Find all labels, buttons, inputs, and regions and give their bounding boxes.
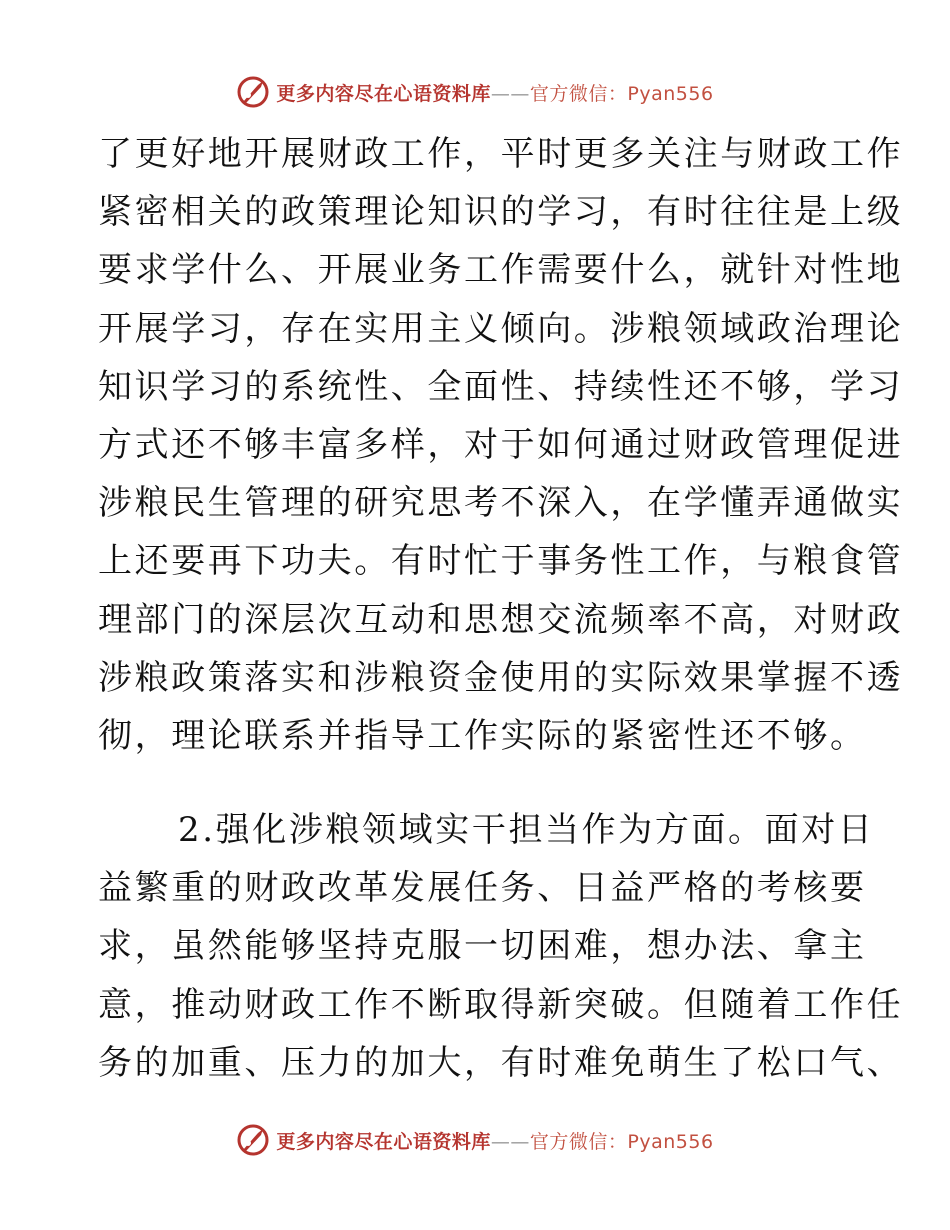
banner-wechat: 官方微信：Pyan556 bbox=[529, 82, 714, 105]
quill-logo-icon bbox=[236, 1123, 270, 1157]
header-banner bbox=[0, 72, 950, 112]
text-line: 上还要再下功夫。有时忙于事务性工作，与粮食管 bbox=[98, 541, 904, 582]
footer-banner bbox=[0, 1120, 950, 1160]
text-line: 知识学习的系统性、全面性、持续性还不够，学习 bbox=[98, 366, 904, 407]
banner-separator: —— bbox=[490, 1130, 530, 1153]
paragraph-gap bbox=[98, 765, 858, 801]
text-line: 紧密相关的政策理论知识的学习，有时往往是上级 bbox=[98, 192, 904, 233]
text-line: 2.强化涉粮领域实干担当作为方面。面对日 bbox=[178, 810, 875, 851]
text-line: 要求学什么、开展业务工作需要什么，就针对性地 bbox=[98, 250, 904, 291]
text-line: 理部门的深层次互动和思想交流频率不高，对财政 bbox=[98, 599, 904, 640]
text-line: 彻，理论联系并指导工作实际的紧密性还不够。 bbox=[98, 715, 867, 756]
text-line: 涉粮民生管理的研究思考不深入，在学懂弄通做实 bbox=[98, 483, 904, 524]
banner-separator: —— bbox=[490, 82, 530, 105]
quill-logo-icon bbox=[236, 75, 270, 109]
text-line: 务的加重、压力的加大，有时难免萌生了松口气、 bbox=[98, 1042, 904, 1083]
text-line: 求，虽然能够坚持克服一切困难，想办法、拿主 bbox=[98, 926, 867, 967]
paragraph-2 bbox=[98, 801, 904, 1092]
banner-label: 更多内容尽在心语资料库 bbox=[276, 1130, 491, 1153]
banner-text bbox=[276, 1127, 713, 1154]
banner-wechat: 官方微信：Pyan556 bbox=[529, 1130, 714, 1153]
text-line: 了更好地开展财政工作，平时更多关注与财政工作 bbox=[98, 134, 904, 174]
paragraph-1 bbox=[98, 125, 904, 765]
text-line: 开展学习，存在实用主义倾向。涉粮领域政治理论 bbox=[98, 308, 904, 349]
banner-text bbox=[276, 79, 713, 106]
text-line: 益繁重的财政改革发展任务、日益严格的考核要 bbox=[98, 868, 867, 909]
text-line: 涉粮政策落实和涉粮资金使用的实际效果掌握不透 bbox=[98, 657, 904, 698]
text-line: 意，推动财政工作不断取得新突破。但随着工作任 bbox=[98, 984, 904, 1025]
banner-label: 更多内容尽在心语资料库 bbox=[276, 82, 491, 105]
document-body bbox=[98, 125, 904, 1092]
text-line: 方式还不够丰富多样，对于如何通过财政管理促进 bbox=[98, 424, 904, 465]
